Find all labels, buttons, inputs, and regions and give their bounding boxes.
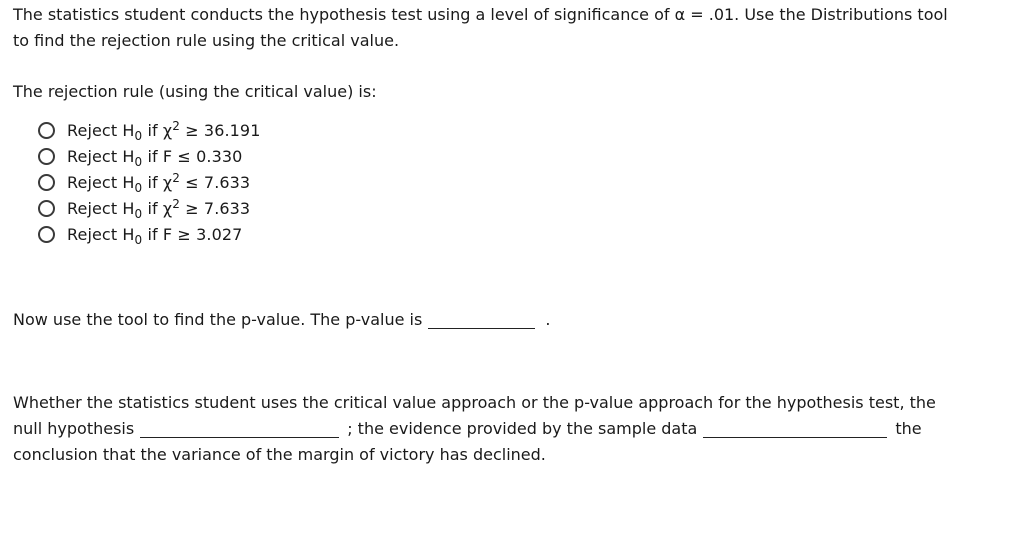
conclusion-part-5: conclusion that the variance of the margin of victory has declined. (13, 445, 546, 464)
pvalue-text: Now use the tool to find the p-value. The p-value is (13, 310, 423, 329)
conclusion-part-4: the (895, 419, 922, 438)
rejection-rule-heading: The rejection rule (using the critical value) is: (13, 82, 377, 101)
conclusion-paragraph (13, 390, 973, 468)
option-label: Reject $H_0$ if $\chi^2 \ge 7.633$ (67, 196, 251, 221)
conclusion-part-1: Whether the statistics student uses the critical value approach or the p-value approach for the hypothesis test, the (13, 393, 936, 412)
option-chi-le-7633[interactable] (38, 169, 261, 195)
radio-button[interactable] (38, 174, 55, 191)
radio-button[interactable] (38, 122, 55, 139)
radio-button[interactable] (38, 148, 55, 165)
intro-paragraph (13, 2, 973, 54)
option-label: Reject $H_0$ if F ≤ 0.330 (67, 146, 243, 169)
radio-button[interactable] (38, 226, 55, 243)
rejection-rule-options (38, 117, 261, 247)
pvalue-period: . (545, 310, 551, 329)
pvalue-question (13, 307, 550, 333)
option-chi-ge-7633[interactable] (38, 195, 261, 221)
option-label: Reject $H_0$ if $\chi^2 \ge 36.191$ (67, 118, 261, 143)
conclusion-part-3: ; the evidence provided by the sample data (347, 419, 698, 438)
option-label: Reject $H_0$ if F ≥ 3.027 (67, 224, 243, 247)
option-f-ge-3027[interactable] (38, 221, 261, 247)
option-label: Reject $H_0$ if $\chi^2 \le 7.633$ (67, 170, 251, 195)
null-hypothesis-dropdown[interactable] (140, 419, 339, 438)
evidence-dropdown[interactable] (703, 419, 887, 438)
radio-button[interactable] (38, 200, 55, 217)
option-chi-ge-36191[interactable] (38, 117, 261, 143)
option-f-le-0330[interactable] (38, 143, 261, 169)
pvalue-input[interactable] (428, 310, 535, 329)
conclusion-part-2: null hypothesis (13, 419, 135, 438)
intro-line-1: The statistics student conducts the hypothesis test using a level of significance of α = .01. Use the Distributions tool (13, 5, 948, 24)
intro-line-2: to find the rejection rule using the critical value. (13, 31, 400, 50)
